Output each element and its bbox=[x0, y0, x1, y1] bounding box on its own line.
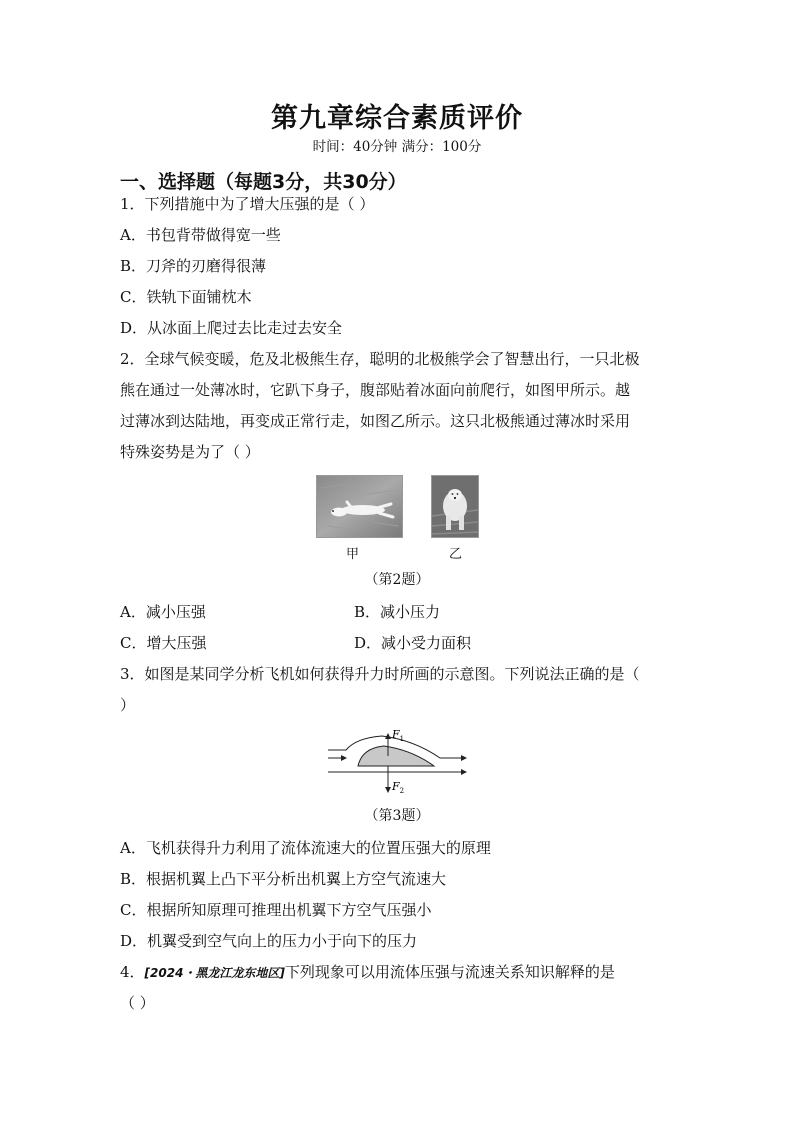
q1-option-c: C．铁轨下面铺枕木 bbox=[120, 288, 252, 306]
q3-option-d: D．机翼受到空气向上的压力小于向下的压力 bbox=[120, 932, 418, 950]
q3-stem-line-2: ） bbox=[120, 696, 136, 714]
force-down-label: $F_2$ bbox=[392, 780, 405, 795]
q2-option-a: A．减小压强 bbox=[120, 603, 206, 621]
q4-source-tag: [2024・黑龙江龙东地区] bbox=[144, 966, 285, 980]
photo-bear-walking bbox=[431, 475, 479, 538]
q2-stem-line-2: 熊在通过一处薄冰时，它趴下身子，腹部贴着冰面向前爬行，如图甲所示。越 bbox=[120, 381, 631, 399]
photo-bear-crawling bbox=[316, 475, 403, 538]
q2-stem-line-4: 特殊姿势是为了（ ） bbox=[120, 443, 260, 461]
page-title: 第九章综合素质评价 bbox=[271, 103, 523, 134]
q3-option-c: C．根据所知原理可推理出机翼下方空气压强小 bbox=[120, 901, 432, 919]
q2-stem-line-3: 过薄冰到达陆地，再变成正常行走，如图乙所示。这只北极熊通过薄冰时采用 bbox=[120, 412, 631, 430]
q3-caption: （第3题） bbox=[364, 808, 430, 824]
force-up-label: $F_1$ bbox=[392, 728, 405, 743]
q2-option-b: B．减小压力 bbox=[354, 603, 441, 621]
section-heading: 一、选择题（每题3分，共30分） bbox=[120, 171, 407, 193]
q4-stem-cont: （ ） bbox=[120, 994, 155, 1012]
q2-option-d: D．减小受力面积 bbox=[354, 634, 472, 652]
q1-option-a: A．书包背带做得宽一些 bbox=[120, 226, 281, 244]
q2-stem-line-1: 2．全球气候变暖，危及北极熊生存，聪明的北极熊学会了智慧出行，一只北极 bbox=[120, 350, 640, 368]
q4-stem bbox=[120, 961, 615, 982]
q3-option-a: A．飞机获得升力利用了流体流速大的位置压强大的原理 bbox=[120, 839, 491, 857]
q3-stem-line-1: 3．如图是某同学分析飞机如何获得升力时所画的示意图。下列说法正确的是（ bbox=[120, 665, 640, 683]
exam-info: 时间：40分钟 满分：100分 bbox=[312, 139, 482, 155]
wing-airflow-diagram bbox=[322, 722, 472, 798]
q4-number: 4． bbox=[120, 963, 145, 981]
q1-option-d: D．从冰面上爬过去比走过去安全 bbox=[120, 319, 343, 337]
q1-stem: 1．下列措施中为了增大压强的是（ ） bbox=[120, 195, 375, 213]
q1-option-b: B．刀斧的刃磨得很薄 bbox=[120, 257, 267, 275]
q3-option-b: B．根据机翼上凸下平分析出机翼上方空气流速大 bbox=[120, 870, 447, 888]
q4-stem-text: 下列现象可以用流体压强与流速关系知识解释的是 bbox=[284, 963, 615, 981]
photo-label-yi: 乙 bbox=[449, 547, 463, 562]
q2-caption: （第2题） bbox=[364, 572, 430, 588]
q2-option-c: C．增大压强 bbox=[120, 634, 207, 652]
photo-label-jia: 甲 bbox=[346, 547, 360, 562]
